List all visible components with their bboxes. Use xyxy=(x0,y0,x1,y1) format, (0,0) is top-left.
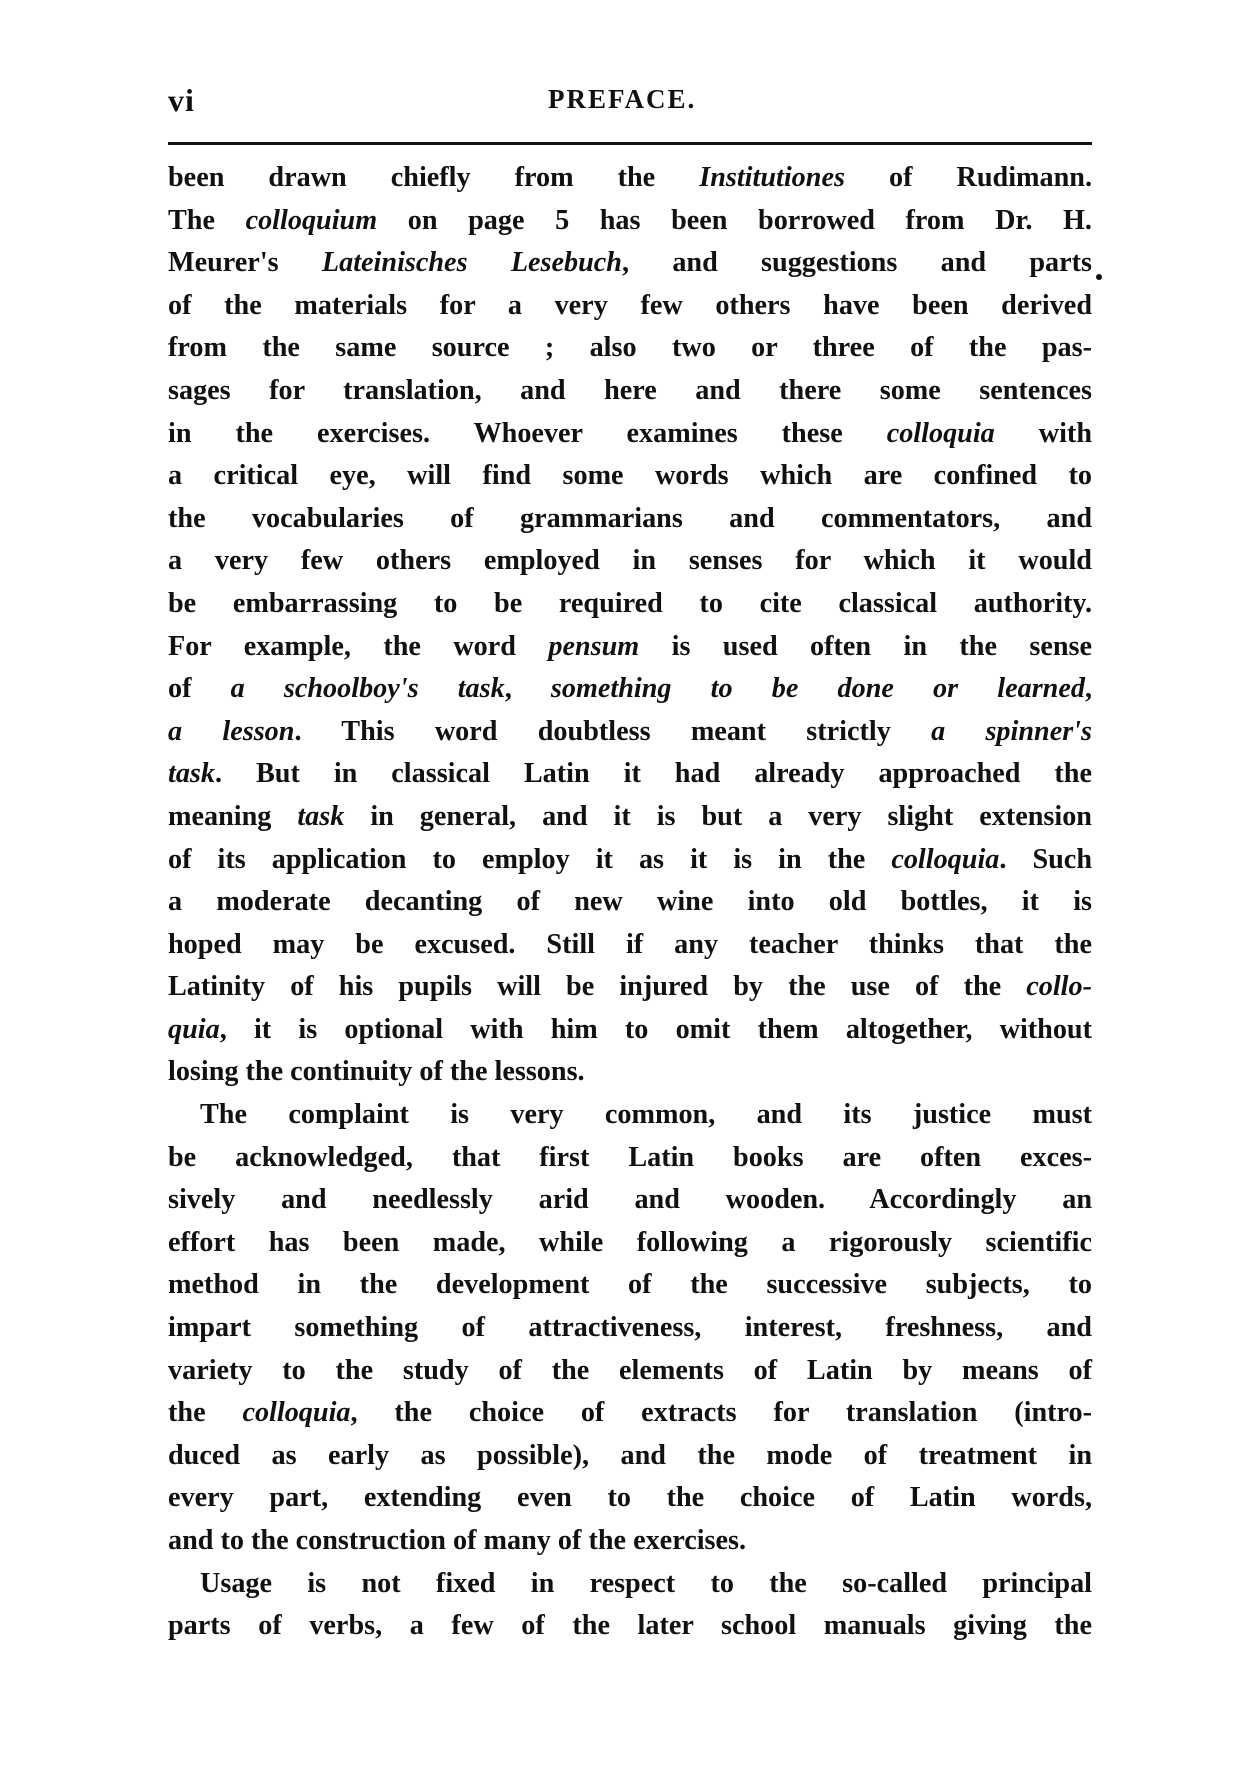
text-run: losing the continuity of the lessons. xyxy=(168,1056,585,1088)
text-run: For example, the word xyxy=(168,630,549,662)
italic-text-run: a spinner's xyxy=(931,715,1092,747)
italic-text-run: task xyxy=(297,800,345,832)
text-run: in the exercises. Whoever examines these xyxy=(168,417,887,449)
text-line xyxy=(168,668,1092,711)
italic-text-run: colloquia xyxy=(891,843,1000,875)
italic-text-run: task xyxy=(168,758,215,790)
text-line xyxy=(168,1009,1092,1052)
text-run: every part, extending even to the choice of Latin words, xyxy=(168,1482,1092,1514)
text-line xyxy=(168,498,1092,541)
text-run: . This word doubtless meant strictly xyxy=(294,715,932,747)
text-run: Usage is not fixed in respect to the so-called principal xyxy=(200,1567,1092,1599)
text-line xyxy=(168,583,1092,626)
text-run: , it is optional with him to omit them altogether, without xyxy=(219,1013,1092,1045)
text-run: sively and needlessly arid and wooden. Accordingly an xyxy=(168,1184,1092,1216)
preface-body-text xyxy=(168,157,1092,1648)
text-line xyxy=(168,924,1092,967)
text-line xyxy=(168,881,1092,924)
text-line xyxy=(168,1264,1092,1307)
text-line xyxy=(168,1392,1092,1435)
text-line xyxy=(168,1605,1092,1648)
text-run: Meurer's xyxy=(168,247,322,279)
text-line xyxy=(168,626,1092,669)
text-run: Latinity of his pupils will be injured by the use of the xyxy=(168,971,1027,1003)
italic-text-run: colloquium xyxy=(245,204,378,236)
text-line xyxy=(168,1477,1092,1520)
italic-text-run: Institutiones xyxy=(699,162,845,193)
text-line xyxy=(168,1563,1092,1606)
text-run: hoped may be excused. Still if any teacher thinks that the xyxy=(168,928,1092,960)
text-run: , and suggestions and parts xyxy=(622,247,1092,279)
page-number: vi xyxy=(168,82,195,118)
text-run: with xyxy=(994,417,1092,449)
text-line xyxy=(168,839,1092,882)
text-run: . But in classical Latin it had already approached the xyxy=(215,758,1092,790)
text-run: , xyxy=(1084,673,1093,705)
italic-text-run: colloquia xyxy=(242,1397,351,1429)
text-run: of xyxy=(168,673,231,705)
text-run: The complaint is very common, and its justice must xyxy=(200,1099,1092,1131)
text-run: is used often in the sense xyxy=(639,630,1092,662)
text-line xyxy=(168,327,1092,370)
text-run: parts of verbs, a few of the later school manuals giving the xyxy=(168,1610,1092,1642)
text-run: the vocabularies of grammarians and commentators, and xyxy=(168,502,1092,534)
italic-text-run: something to be done or learned xyxy=(550,673,1085,705)
text-line xyxy=(168,1051,1092,1094)
page-header xyxy=(168,82,1092,122)
text-run: of its application to employ it as it is in the xyxy=(168,843,892,875)
text-run: variety to the study of the elements of Latin by means of xyxy=(168,1354,1092,1386)
italic-text-run: Lateinisches Lesebuch xyxy=(321,247,622,279)
text-line xyxy=(168,1520,1092,1563)
text-run: The xyxy=(168,204,246,236)
text-line xyxy=(168,285,1092,328)
text-run: duced as early as possible), and the mode of treatment in xyxy=(168,1439,1092,1471)
text-line xyxy=(168,796,1092,839)
text-run: sages for translation, and here and there some sentences xyxy=(168,374,1092,406)
text-line xyxy=(168,1350,1092,1393)
text-run: effort has been made, while following a rigorously scientific xyxy=(168,1226,1092,1258)
text-run: . Such xyxy=(999,843,1092,875)
text-line xyxy=(168,370,1092,413)
italic-text-run: collo- xyxy=(1026,971,1092,1003)
text-run: from the same source ; also two or three of the pas- xyxy=(168,332,1092,364)
text-line xyxy=(168,1435,1092,1478)
text-run: of Rudimann. xyxy=(844,162,1092,193)
text-run: a moderate decanting of new wine into old bottles, it is xyxy=(168,886,1092,918)
italic-text-run: quia xyxy=(168,1013,220,1045)
text-line xyxy=(168,200,1092,243)
ink-speck xyxy=(1096,274,1102,280)
text-run: impart something of attractiveness, interest, freshness, and xyxy=(168,1312,1092,1344)
text-line xyxy=(168,753,1092,796)
text-run: a very few others employed in senses for which it would xyxy=(168,545,1092,577)
italic-text-run: a schoolboy's task xyxy=(230,673,505,705)
text-run: in general, and it is but a very slight extension xyxy=(344,800,1092,832)
text-run: been drawn chiefly from the xyxy=(168,162,700,193)
running-head: PREFACE. xyxy=(548,84,697,114)
text-line xyxy=(168,1307,1092,1350)
italic-text-run: pensum xyxy=(548,630,640,662)
text-run: be acknowledged, that first Latin books are often exces- xyxy=(168,1141,1092,1173)
header-rule xyxy=(168,142,1092,145)
text-line xyxy=(168,413,1092,456)
text-run: the xyxy=(168,1397,243,1429)
text-line xyxy=(168,1094,1092,1137)
text-line xyxy=(168,711,1092,754)
text-run: , the choice of extracts for translation (intro- xyxy=(350,1397,1092,1429)
text-run: be embarrassing to be required to cite classical authority. xyxy=(168,587,1092,619)
text-run: meaning xyxy=(168,800,298,832)
text-line xyxy=(168,966,1092,1009)
text-run: and to the construction of many of the exercises. xyxy=(168,1525,747,1556)
text-run: of the materials for a very few others have been derived xyxy=(168,289,1092,321)
text-run: a critical eye, will find some words which are confined to xyxy=(168,460,1092,492)
italic-text-run: a lesson xyxy=(168,715,295,747)
text-run: on page 5 has been borrowed from Dr. H. xyxy=(377,204,1092,236)
text-line xyxy=(168,1137,1092,1180)
text-line xyxy=(168,1179,1092,1222)
text-line xyxy=(168,540,1092,583)
italic-text-run: colloquia xyxy=(886,417,995,449)
text-run: method in the development of the successive subjects, to xyxy=(168,1269,1092,1301)
text-line xyxy=(168,1222,1092,1265)
text-line xyxy=(168,157,1092,200)
text-line xyxy=(168,455,1092,498)
text-line xyxy=(168,242,1092,285)
text-run: , xyxy=(504,673,551,705)
